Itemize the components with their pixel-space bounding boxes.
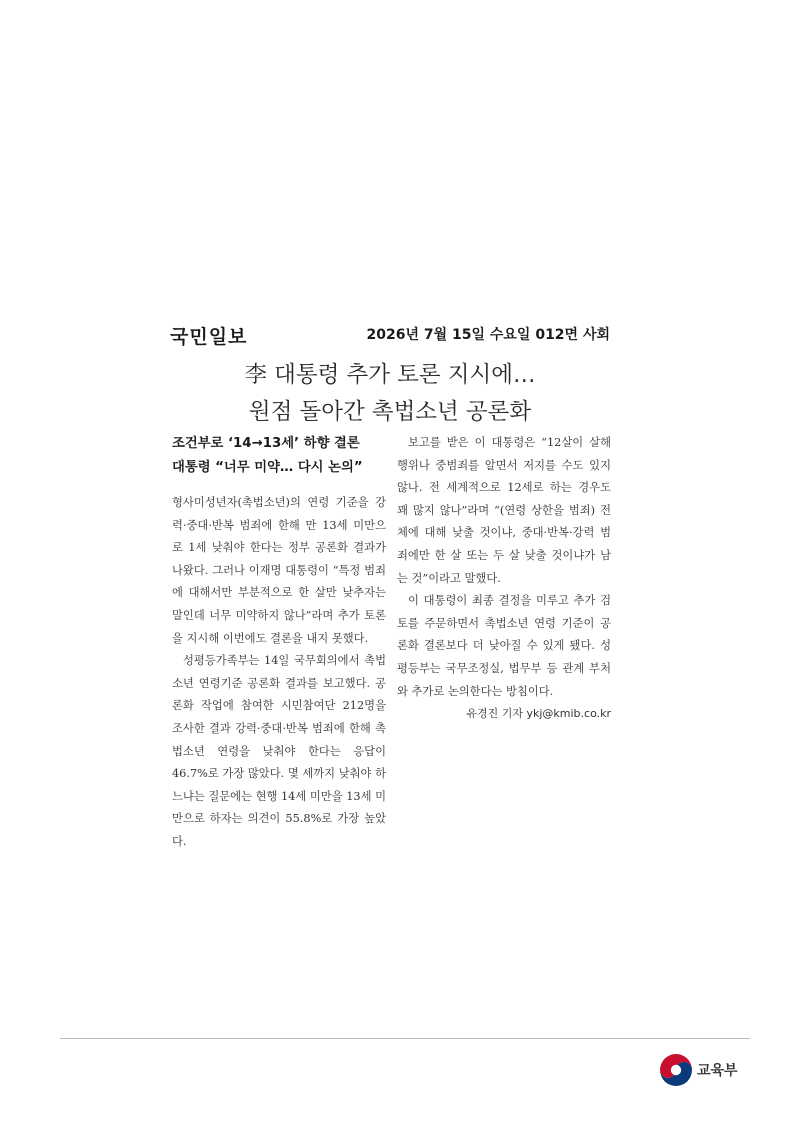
article-paragraph-4: 이 대통령이 최종 결정을 미루고 추가 검토를 주문하면서 촉법소년 연령 기준이 공론화 결론보다 더 낮아질 수 있게 됐다. 성평등부는 국무조정실, 법무부 등 관계 부처와 추가로 논의한다는 방침이다. [397,594,611,698]
ministry-name: 교육부 [697,1063,738,1079]
newspaper-name: 국민일보 [170,326,248,348]
article-paragraph-2: 성평등가족부는 14일 국무회의에서 촉법소년 연령기준 공론화 결과를 보고했다. 공론화 작업에 참여한 시민참여단 212명을 조사한 결과 강력·중대·반복 범죄에 한해 촉법소년 연령을 낮춰야 한다는 응답이 46.7%로 가장 많았다. 몇 세까지 낮춰야 하느냐는 질문에는 현행 14세 미만을 13세 미만으로 하자는 의견이 55.8%로 가장 높았다. [172,654,386,848]
subheadline-line-2: 대통령 “너무 미약… 다시 논의” [172,460,363,475]
article-paragraph-3: 보고를 받은 이 대통령은 “12살이 살해 행위나 중범죄를 알면서 저지를 수도 있지 않나. 전 세계적으로 12세로 하는 경우도 꽤 많지 않나”라며 “(연령 상한을 범죄) 전체에 대해 낮출 것이냐, 중대·반복·강력 범죄에만 한 살 또는 두 살 낮출 것이냐가 남는 것”이라고 말했다. [397,436,611,585]
taegeuk-emblem-icon [659,1053,693,1087]
article-column-right [397,432,611,726]
article-byline: 유경진 기자 ykj@kmib.co.kr [466,707,611,721]
headline-line-2: 원점 돌아간 촉법소년 공론화 [248,399,532,425]
subheadline-line-1: 조건부로 ‘14→13세’ 하향 결론 [172,436,360,451]
article-column-left [172,432,386,854]
newspaper-header [170,322,610,348]
headline-line-1: 李 대통령 추가 토론 지시에… [244,362,536,388]
publication-dateline: 2026년 7월 15일 수요일 012면 사회 [366,327,610,343]
footer-divider [60,1038,750,1039]
article-paragraph-1: 형사미성년자(촉법소년)의 연령 기준을 강력·중대·반복 범죄에 한해 만 13세 미만으로 1세 낮춰야 한다는 정부 공론화 결과가 나왔다. 그러나 이재명 대통령이 “특정 범죄에 대해서만 부분적으로 한 살만 낮추자는 말인데 너무 미약하지 않나”라며 추가 토론을 지시해 이번에도 결론을 내지 못했다. [172,496,386,645]
ministry-logo [659,1050,759,1090]
